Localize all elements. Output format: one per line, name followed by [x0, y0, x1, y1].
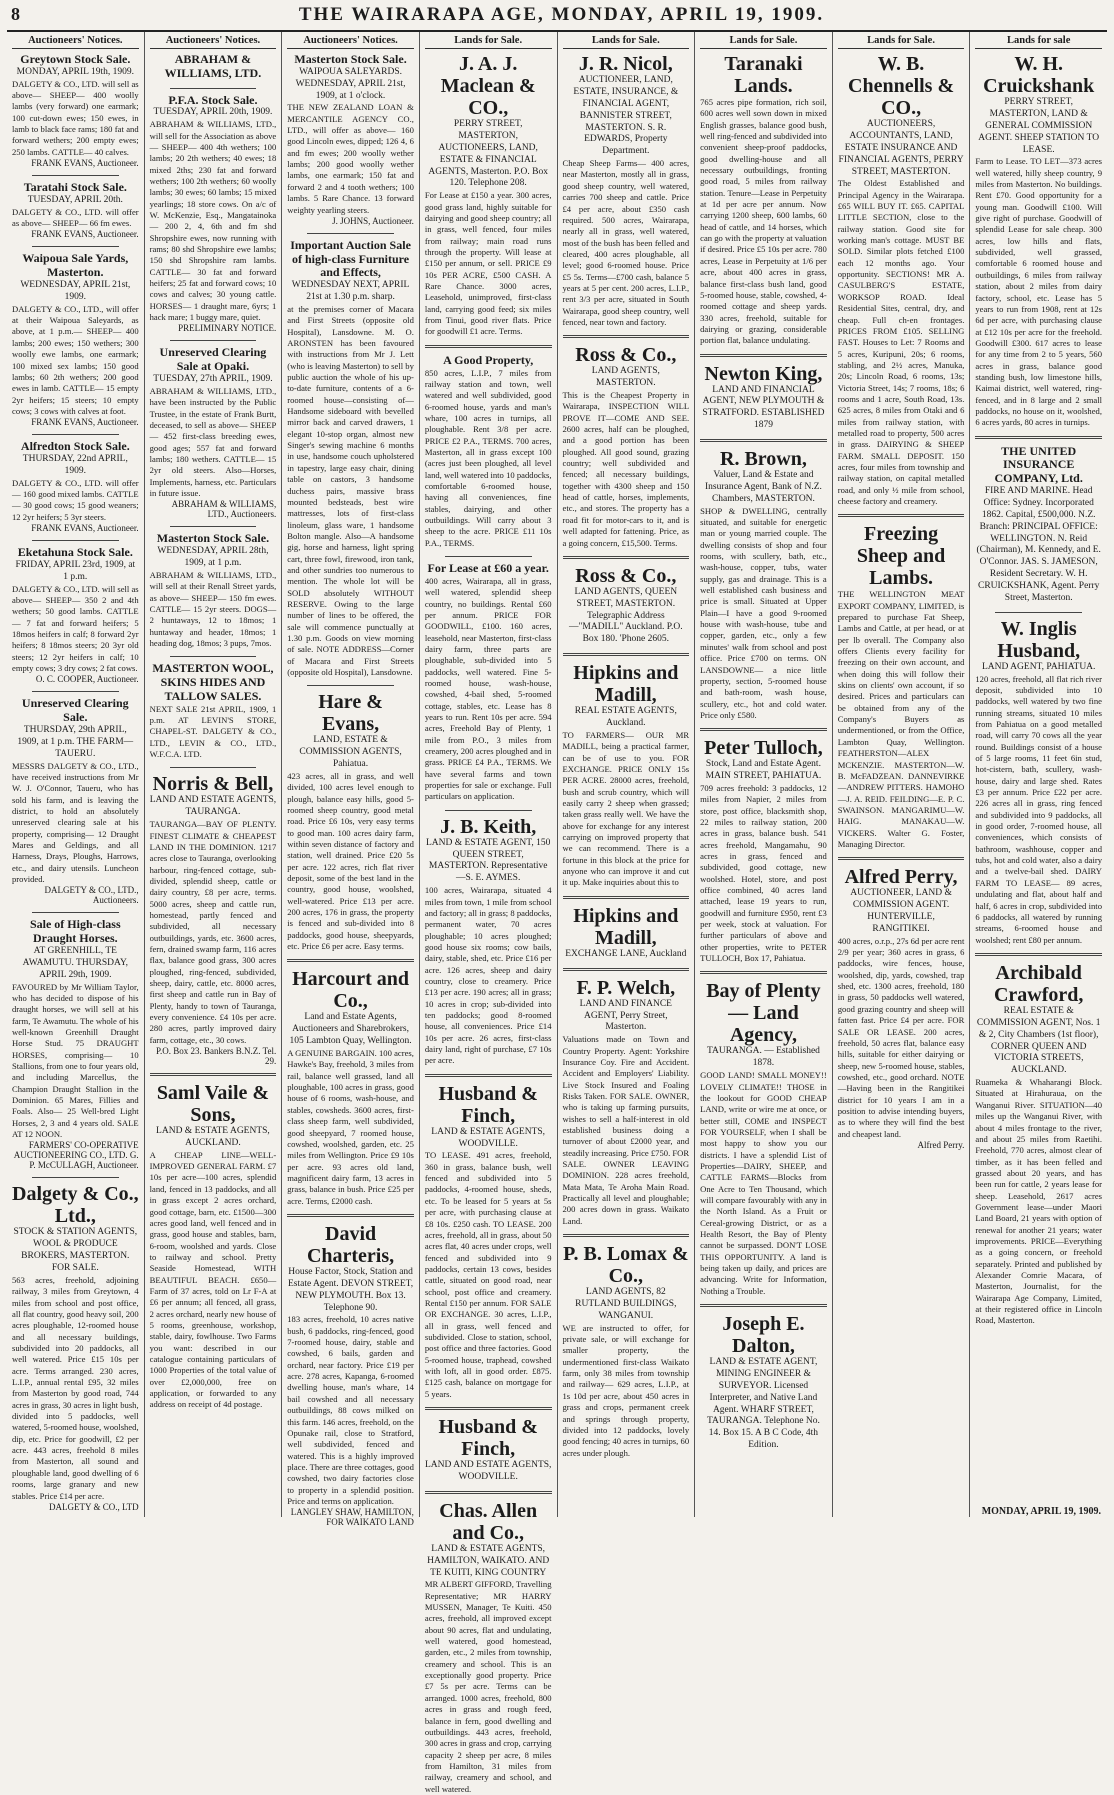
advertisement	[150, 94, 277, 334]
advert-firm-name: P. B. Lomax & Co.,	[563, 1243, 689, 1288]
advert-subheading: EXCHANGE LANE, Auckland	[565, 948, 687, 959]
advert-subheading: LAND AND ESTATE AGENTS, TAURANGA.	[149, 795, 277, 818]
advert-firm-name: W. H. Cruickshank	[983, 53, 1095, 97]
advertisement	[700, 363, 827, 433]
newspaper-title: THE WAIRARAPA AGE, MONDAY, APRIL 19, 1909.	[298, 4, 825, 25]
divider	[307, 233, 394, 234]
advert-body: 563 acres, freehold, adjoining railway, 3 miles from Greytown, 4 miles from school and post office, all flat country, good heavy soil, 200 acres ploughable, 12-roomed house and all necessary buildings, subdivided into 20 paddocks, all well watered. Price £15 10s per acre. Terms arranged. 230 acres, L.I.P., annual rental £95, 32 miles from Masterton by good road, 744 acres in grass, 30 acres in light bush, divided into 5 paddocks, well watered, 5-roomed house, woolshed, dip, etc. Price for goodwill, £2 per acre. 443 acres, freehold 8 miles from Masterton, all sound and ploughable land, good dwelling of 6 rooms, large granary and new stables. Price £14 per acre.	[12, 1274, 139, 1501]
advert-firm-name: Norris & Bell,	[152, 773, 274, 796]
advertisement	[838, 866, 965, 1150]
advert-subheading: Stock, Land and Estate Agent. MAIN STREET, PAHIATUA.	[705, 759, 822, 782]
advert-subheading: LAND & ESTATE AGENTS, AUCKLAND.	[156, 1126, 270, 1148]
advert-subheading: TUESDAY, APRIL 20th.	[27, 194, 123, 205]
advert-firm-name: R. Brown,	[720, 448, 807, 471]
advert-firm-name: Taranaki Lands.	[724, 53, 803, 97]
advert-heading: Waipoua Sale Yards, Masterton.	[22, 251, 129, 280]
advert-heading: Masterton Stock Sale.	[156, 531, 270, 546]
columns-container	[7, 32, 1107, 1794]
advert-body: DALGETY & CO., LTD. will offer— 160 good mixed lambs. CATTLE— 30 good cows; 15 good weaners; 12 2yr heifers; 5 3yr steers.	[12, 477, 139, 522]
column-3	[282, 32, 420, 1528]
advertisement	[700, 448, 827, 721]
column-5	[558, 32, 696, 1517]
advertisement	[700, 737, 827, 964]
advert-subheading: House Factor, Stock, Station and Estate Agent. DEVON STREET, NEW PLYMOUTH. Box 13. Telephone 90.	[287, 1266, 414, 1313]
advert-body: 120 acres, freehold, all flat rich river deposit, subdivided into 10 paddocks, well watered by two fine running streams, situated 10 miles from Pahiatua on a good metalled road, will carry 70 cows all the year round. Buildings consist of a house of 5 large rooms, 11 feet 6in stud, hot-cistern, bath, scullery, wash-house, dairy and large shed. Rates £3 per annum. Price £22 per acre. 226 acres all in grass, ring fenced and subdivided into 9 paddocks, all in good order, 7-roomed house, all conveniences, which consists of bathroom, washhouse, copper and tubs, hot and cold water, also a dairy and a twelve-bail shed. DAIRY FARM TO LEASE— 89 acres, undulating and flat, about half and half, 6 acres in crop, subdivided into 6 paddocks, all watered by running streams, 6-roomed house and woolshed; rent £80 per annum.	[975, 673, 1102, 945]
masthead	[7, 4, 1107, 32]
advert-body: GOOD LAND! SMALL MONEY!! LOVELY CLIMATE!! THOSE in the lookout for GOOD CHEAP LAND, write or wire me at once, or better still, COME and INSPECT FOR YOURSELF, when I shall be most happy to show you our districts. I have a splendid List of Properties—DAIRY, SHEEP, and CATTLE FARMS—Blocks from One Acre to Ten Thousand, which will compare favourably with any in the North Island. As a Fruit or Cereal-growing District, or as a Health Resort, the Bay of Plenty cannot be surpassed. DON'T LOSE THIS OPPORTUNITY. A land is being taken up daily, and prices are advancing. Write for Information, Nothing a Trouble.	[700, 1070, 827, 1296]
advert-firm-name: Saml Vaile & Sons,	[156, 1082, 270, 1127]
advert-body: SHOP & DWELLING, centrally situated, and suitable for energetic man or young married couple. The dwelling consists of shop and four rooms, with scullery, bath, etc., wash-house, copper, tubs, water supply, gas and drainage. This is a well established cash business and price is small. Situated at Upper Plain—I have a good 9-roomed house with wash-house, tube and copper, garden, etc., only a few minutes' walk from school and post office. Price £700 on terms. ON LANSDOWNE— a nice little property, section, 5-roomed house and bath-room, wash house, scullery, etc., hot and cold water. Price only £580.	[700, 505, 827, 720]
advert-firm-name: W. B. Chennells & CO.,	[848, 53, 955, 119]
divider	[563, 968, 690, 971]
advert-heading: Eketahuna Stock Sale.	[17, 545, 133, 560]
advertisement	[425, 562, 552, 803]
advertisement	[563, 905, 690, 961]
advert-body: Farm to Lease. TO LET—373 acres well watered, hilly sheep country, 9 miles from Masterton. No buildings. Rent £70. Good opportunity for a young man. Goodwill £100. Will give right of purchase. Goodwill of splendid Lease for sale cheap. 300 acres, low hills and flats, subdivided, well grassed, comfortable 6 roomed house and outbuildings, 6 miles from railway station, about 2 miles from dairy factory, school, etc. Lease has 5 years to run from 1908, rent at 12s 6d per acre, with purchasing clause at £12 10s per acre for the freehold. Goodwill £300. 617 acres to lease for any time from 2 to 5 years, 560 acres in grass, balance good standing bush, low limestone hills, Kaimai district, well watered, ring-fenced, and in 8 large and 2 small paddocks, no house on it, woolshed, 6 acres yards, 80 acres in turnips.	[975, 156, 1102, 428]
advertisement	[700, 53, 827, 347]
advertisement	[12, 697, 139, 905]
divider	[838, 857, 965, 860]
column-header: Lands for Sale.	[425, 32, 552, 49]
advert-body: ABRAHAM & WILLIAMS, LTD., will sell for the Association as above— SHEEP— 400 4th wethers; 100 lambs; 20 2th wethers; 40 ewes; 18 mixed 2ths; 230 fat and forward wethers; 100 2th wethers; 60 woolly lambs; 30 ewes; 60 lambs; 15 mixed yearlings; 18 store cows. On a/c of W. McKenzie, Esq., Mangatainoka— 200 2, 4, 6th and fm shd Shropshire ewes, now running with rams; 80 shd Shropshire ewe lambs; 150 shd Shropshire ram lambs. CATTLE— 30 fat and forward heifers; 25 fat and forward cows; 10 cows and calves; 30 young cattle. HORSES— 1 draught mare, 6yrs; 1 hack mare; 1 buggy mare, quiet.	[149, 119, 277, 323]
advertisement	[287, 239, 414, 678]
advert-firm-name: Freezing Sheep and Lambs.	[856, 523, 946, 590]
column-header: Lands for Sale.	[563, 32, 690, 49]
advert-signature: ABRAHAM & WILLIAMS, LTD., Auctioneers.	[171, 499, 277, 520]
advert-body: 100 acres, Wairarapa, situated 4 miles from town, 1 mile from school and factory; all in grass; 8 paddocks, permanent water, 70 acres ploughable; 10 acres ploughed; good house six rooms; cow bails, dairy, stable, shed, etc. Price £16 per acre. 126 acres, sheep and dairy country, close to creamery. Price £13 per acre. 190 acres; all in grass; 10 acres in crop; sub-divided into ten paddocks; good 8-roomed house, all conveniences. Price £14 10s per acre. 26 acres, first-class dairy land, right of purchase, £7 10s per acre.	[424, 885, 552, 1066]
advertisement	[563, 977, 690, 1227]
advert-subheading: PERRY STREET, MASTERTON, AUCTIONEERS, LAND, ESTATE & FINANCIAL AGENTS, Masterton. P.O. Box 120. Telephone 208.	[428, 119, 548, 189]
advert-subheading: LAND AGENTS, MASTERTON.	[591, 366, 660, 389]
advert-firm-name: F. P. Welch,	[576, 976, 676, 999]
advert-firm-name: Dalgety & Co., Ltd.,	[12, 1183, 139, 1228]
divider	[32, 691, 119, 692]
advert-subheading: LAND & ESTATE AGENTS, HAMILTON, WAIKATO. AND TE KUITI, KING COUNTRY	[427, 1543, 550, 1578]
page-number: 8	[11, 4, 20, 24]
advert-firm-name: Hare & Evans,	[318, 691, 383, 736]
column-header: Auctioneers' Notices.	[287, 32, 414, 49]
advert-signature: O. C. COOPER, Auctioneer.	[35, 674, 139, 685]
divider	[995, 612, 1082, 613]
advert-signature: FARMERS' CO-OPERATIVE AUCTIONEERING CO., LTD. G. P. McCULLAGH, Auctioneer.	[13, 1140, 139, 1171]
divider	[32, 434, 119, 435]
advert-body: TO FARMERS— OUR MR MADILL, being a practical farmer, can be of use to you. FOR EXCHANGE. PRICE ONLY 15s PER ACRE. 28000 acres, freehold, bush and scrub country, which will easily carry 2 sheep when grassed; taken grass really well. We have the above for exchange for any interest carrying on improved property that we can recommend. There is a fortune in this block at the price for anyone who can improve it and cut it up. Make inquiries about this to	[562, 729, 690, 888]
divider	[150, 1073, 277, 1076]
advertisement	[150, 532, 277, 649]
advertisement	[563, 344, 690, 549]
divider	[32, 175, 119, 176]
advert-body: Ruameka & Whaharangi Block. Situated at Hirahuraua, on the Wanganui River. SITUATION—40 miles up the Wanganui River, with about 4 miles frontage to the river, and about 25 miles from Raetihi. Freehold, 770 acres, almost clear of timber, as it has been felled and grassed about 20 years, and has been run for cattle, 2 years lease for sheep. Leasehold, 2617 acres Government lease—under Maori Land Board, 21 years with option of renewal for another 21 years; water improvements. PRICE—Everything as a going concern, or freehold separately. Printed and published by Alexander Comrie Macara, of Masterton, Journalist, for the Wairarapa Age Company, Limited, at their registered office in Lincoln Road, Masterton.	[975, 1077, 1102, 1326]
divider	[563, 335, 690, 338]
divider	[170, 656, 257, 657]
advert-subheading: LAND AGENTS, QUEEN STREET, MASTERTON. Telegraphic Address—"MADILL" Auckland. P.O. Box 180. 'Phone 2605.	[569, 586, 683, 645]
advert-subheading: WEDNESDAY NEXT, APRIL 21st at 1.30 p.m. sharp.	[291, 280, 410, 303]
advert-firm-name: Bay of Plenty — Land Agency,	[706, 980, 821, 1047]
advert-body: 765 acres pipe formation, rich soil, 600 acres well sown down in mixed English grasses, balance good bush, well ring-fenced and subdivided into convenient sheep-proof paddocks, good dwelling-house and all necessary outbuildings, fronting good road, 5 miles from railway station. Tenure—Lease in Perpetuity at 1d per acre per annum. Now carrying 1200 sheep, 600 lambs, 60 head of cattle, and 14 horses, which can go with the property at valuation if desired. Price £5 10s per acre. 780 acres, Lease in Perpetuity at 1/6 per acre, about 400 acres in grass, balance first-class bush land, good 5-roomed house, stable, cowshed, 4-roomed cottage and sheep yards. 330 acres, freehold, suitable for dairying or grazing, considerable portion flat, balance undulating.	[700, 97, 827, 346]
advert-signature: FRANK EVANS, Auctioneer.	[31, 417, 139, 428]
divider	[838, 514, 965, 517]
divider	[170, 340, 257, 341]
advert-subheading: FRIDAY, APRIL 23rd, 1909, at 1 p.m.	[15, 559, 136, 582]
advertisement	[563, 662, 690, 889]
advert-subheading: LAND, ESTATE & COMMISSION AGENTS, Pahiatua.	[299, 735, 402, 770]
advert-subheading: LAND AND ESTATE AGENTS, WOODVILLE.	[424, 1460, 552, 1482]
advert-firm-name: Chas. Allen and Co.,	[439, 1499, 538, 1544]
advert-firm-name: Harcourt and Co.,	[292, 968, 409, 1013]
advert-body: DALGETY & CO., LTD. will sell as above— SHEEP— 350 2 and 4th wethers; 50 good lambs. CATTLE— 7 fat and forward heifers; 5 18mos heifers in calf; 8 forward 2yr heifers; 8 18mos steers; 20 3yr old steers; 12 2yr heifers in calf; 10 empty cows; 3 dry cows; 2 fat cows.	[12, 583, 139, 674]
column-header: Lands for Sale.	[700, 32, 827, 49]
advert-body: This is the Cheapest Property in Wairarapa, INSPECTION WILL PROVE IT—COME AND SEE. 2600 acres, half can be ploughed, and a good portion has been ploughed. All good sound, grazing country; well subdivided and fenced; all necessary buildings, together with 4300 sheep and 150 head of cattle, horses, implements, etc., and stores. The property has a road fit for motor-cars to it, and is well adapted for fattening. Price, as a going concern, £15,500. Terms.	[562, 390, 690, 548]
advert-body: A CHEAP LINE—WELL-IMPROVED GENERAL FARM. £7 10s per acre—100 acres, splendid land, fenced in 13 paddocks, and all in grass except 2 acres orchard, good cottage, barn, etc. £1500—300 acres good land, well fenced and in grass, good house and stables, barn, 6-room, woolshed and yards. Close to railway and school. Pretty Seaside Homestead, WITH BEAUTIFUL BEACH. £650—Farm of 37 acres, told on Lr F-A at £6 per annum; all fenced, all grass, 2 acres orchard, nearly new house of 5 rooms, greenhouse, workshop, stable, dairy, fowlhouse. Two Farms you want: described in our catalogue containing particulars of 1000 Properties of the total value of over £2,000,000, free on application, or forwarded to any address on receipt of 4d postage.	[149, 1149, 277, 1410]
advert-body: THE NEW ZEALAND LOAN & MERCANTILE AGENCY CO., LTD., will offer as above— 160 good Lincoln ewes, dipped; 126 4, 6 and fm ewes; 200 woolly wether lambs; 200 good woolly wether lambs, one earmark; 150 fat and forward 2 and 4 tooth wethers; 100 lambs. 5 Rare Chance. 13 forward weighty yearling steers.	[287, 102, 414, 215]
advert-heading: Alfredton Stock Sale.	[20, 439, 130, 454]
advert-body: DALGETY & CO., LTD. will sell as above— SHEEP— 400 woolly lambs (very forward) one earmark; 100 cut-down ewes; 150 ewes, in lamb to black face rams; 180 fat and forward wethers; 200 empty ewes; 250 lambs. CATTLE— 40 calves.	[12, 78, 139, 157]
advert-body: TO LEASE. 491 acres, freehold, 360 in grass, balance bush, well fenced and subdivided into 5 paddocks, 4-roomed house, sheds, etc. To be leased for 5 years at 5s per acre, with purchasing clause at £8 10s. £250 cash. TO LEASE. 200 acres, freehold, all in grass, about 50 acres flat, 40 acres under crops, well fenced and subdivided into 9 paddocks, certain 13 cows, besides cattle, situated on good road, near school, post office and creamery. Rental £150 per annum. FOR SALE OR EXCHANGE. 30 acres, L.I.P., all in grass, well fenced and subdivided. Close to station, school, post office and three factories. Good 5-roomed house, traphead, cowshed with loft, all in good order. £875. £125 cash, balance on mortgage for 5 years.	[424, 1150, 552, 1399]
advert-firm-name: Peter Tulloch,	[704, 737, 823, 760]
advertisement	[12, 53, 139, 168]
advert-subheading: PERRY STREET, MASTERTON, LAND & GENERAL COMMISSION AGENT. SHEEP STATION TO LEASE.	[978, 97, 1100, 155]
advert-body: 183 acres, freehold, 10 acres native bush, 6 paddocks, ring-fenced, good 7-roomed house, dairy, stable and cowshed, 6 bails, garden and orchard, near factory. Price £19 per acre. 278 acres, Kapanga, 6-roomed dwelling house, man's whare, 14 bail cowshed and all necessary outbuildings, 88 cows milked on this farm. 146 acres, freehold, on the Opunake rail, close to Stratford, well subdivided, fenced and watered. This is a highly improved place. There are three cottages, good cowshed, two dairy factories close to property in a splendid position. Price and terms on application.	[287, 1314, 414, 1506]
advert-body: FAVOURED by Mr William Taylor, who has decided to dispose of his draught horses, we will sell at his farm, Te Awamutu. The whole of his well-known Greenhill Draught Horse Stud. 75 DRAUGHT HORSES, comprising— 10 Stallions, from one to four years old, and including Marcellus, the Champion Draught Stallion in the Dominion. 65 Mares, Fillies and Foals. Also— 25 Well-bred Light Horses, 2, 3 and 4 years old. SALE AT 12 NOON.	[12, 981, 139, 1140]
advert-firm-name: Ross & Co.,	[575, 564, 677, 587]
advert-subheading: LAND & ESTATE AGENT, 150 QUEEN STREET, MASTERTON. Representative—S. E. AYMES.	[425, 837, 551, 884]
advert-body: WE are instructed to offer, for private sale, or will exchange for smaller property, the undermentioned first-class Waikato farm, only 38 miles from township and railway— 629 acres, L.I.P., at 1s 10d per acre, about 450 acres in grass and crops, permanent creek and springs through property, divided into 12 paddocks, lovely good fencing; 40 acres in turnips, 60 acres under plough.	[562, 1322, 690, 1458]
advert-body: Valuations made on Town and Country Property. Agent: Yorkshire Insurance Coy. Fire and Accident. Accident and Employers' Liability. Live Stock Insured and Foaling Risks Taken. FOR SALE. OWNER, who is taking up farming pursuits, wishes to sell a half-interest in old established business doing a turnover of about £2000 year, and steadily increasing. Price £750. FOR SALE. OWNER LEAVING DOMINION. 228 acres freehold, Mata Mata, Te Aroha Main Road. Practically all level and ploughable; 200 acres down in grass. Waikato Land.	[562, 1034, 690, 1226]
advertisement	[425, 1083, 552, 1400]
divider	[425, 1491, 552, 1494]
advert-subheading: WAIPOUA SALEYARDS. WEDNESDAY, APRIL 21st, 1909, at 1 o'clock.	[295, 66, 406, 101]
advert-heading: Taratahi Stock Sale.	[23, 180, 127, 195]
advertisement	[12, 181, 139, 239]
advert-heading: P.F.A. Stock Sale.	[168, 92, 258, 107]
advert-firm-name: Husband & Finch,	[438, 1082, 538, 1127]
advert-body: 709 acres freehold: 3 paddocks, 12 miles from Napier, 2 miles from store, post office, blacksmith shop, 22 miles to railway station, 200 acres in grass, balance bush. 541 acres freehold, Mangamahu, 90 acres in grass, fenced and subdivided, good cottage, new woolshed. Hotel, store, and post office combined, 40 acres land attached, lease 19 years to run, goodwill and furniture £950, rent £3 per week, stock at valuation. For further particulars of above and other properties, write to PETER TULLOCH, Box 17, Pahiatua.	[700, 782, 827, 964]
advert-signature: LANGLEY SHAW, HAMILTON, FOR WAIKATO LAND	[290, 1507, 414, 1528]
advert-heading: Unreserved Clearing Sale.	[21, 696, 129, 725]
advertisement	[287, 53, 414, 226]
advert-body: at the premises corner of Macara and First Streets (opposite old Hospital), Lansdowne. M. O. ARONSTEN has been favoured with instructions from Mr J. Lett (who is leaving Masterton) to sell by public auction the whole of his up-to-date furniture, contents of a 6-roomed house—consisting of— Handsome sideboard with bevelled mirror back and carved drawers, 1 elegant 10-stop organ, almost new Singer's sewing machine 6 months in use, handsome couch upholstered in tapestry, large easy chair, dining table on castors, 3 handsome duchess pairs, massive brass mounted bedsteads, best wire mattresses, lots of first-class linoleum, glass ware, 1 handsome Bolton mangle. Also—A handsome gig, horse and harness, light spring cart, three fowl, firewood, iron tank, and other sundries too numerous to mention. The whole lot will be SOLD absolutely WITHOUT RESERVE. Owing to the large number of lines to be offered, the sale will commence punctually at 1.30 p.m. Goods on view morning of sale. NOTE ADDRESS—Corner of Macara and First Streets (opposite old Hospital), Lansdowne.	[287, 304, 414, 677]
advertisement	[425, 1416, 552, 1484]
advert-subheading: TUESDAY, 27th APRIL, 1909.	[153, 374, 273, 385]
column-2	[145, 32, 283, 1517]
advert-body: MR ALBERT GIFFORD, Travelling Representative; MR HARRY MUSSEN, Manager, Te Kuiti. 450 acres, freehold, all improved except about 90 acres, flat and undulating, well watered, good homestead, garden, etc., 2 miles from township, creamery and school. This is an exceptionally good property. Price £7 5s per acre. Terms can be arranged. 1000 acres, freehold, 800 acres in grass and rough feed, balance in fern, good dwelling and outbuildings. 443 acres, freehold, 300 acres in grass and crop, carrying capacity 2 sheep per acre, 8 miles from Hamilton, 31 miles from railway, creamery and school, and well watered.	[424, 1579, 552, 1794]
advert-subheading: REAL ESTATE & COMMISSION AGENT, Nos. 1 & 2, City Chambers (1st floor), CORNER QUEEN AND VICTORIA STREETS, AUCKLAND.	[976, 1005, 1101, 1076]
advert-body: MESSRS DALGETY & CO., LTD., have received instructions from Mr W. J. O'Connor, Taueru, who has sold his farm, and is leaving the district, to hold an absolutely unreserved clearing sale at his property, comprising— 12 Draught Mares and Geldings, and all Harness, Drays, Ploughs, Harrows, etc., and dairy utensils. Luncheon provided.	[12, 760, 139, 885]
advert-subheading: THURSDAY, 22nd APRIL, 1909.	[22, 454, 128, 476]
advertisement	[150, 1082, 277, 1411]
advert-body: NEXT SALE 21st APRIL, 1909, 1 p.m. AT LEVIN'S STORE, CHAPEL-ST. DALGETY & CO., LTD., LEVIN & CO., LTD., W.F.C.A. LTD.	[149, 703, 277, 760]
divider	[170, 526, 257, 527]
advertisement	[975, 53, 1102, 429]
advert-heading: A Good Property,	[443, 352, 534, 367]
divider	[700, 354, 827, 357]
advert-body: DALGETY & CO., LTD. will offer as above— SHEEP— 66 fm ewes.	[12, 206, 139, 229]
column-4	[420, 32, 558, 1794]
advertisement	[287, 968, 414, 1206]
divider	[700, 1304, 827, 1307]
advert-firm-name: J. R. Nicol,	[578, 53, 673, 75]
advert-body: 423 acres, all in grass, and well divided, 100 acres level enough to plough, balance easy hills, good 5-roomed sheep country, good metal road. Price £6 10s, very easy terms to good man. 100 acres dairy farm, within seven distance of factory and station, well drained. Price £20 5s per acre. 122 acres, rich flat river deposit, some of the best land in the country, good house, woolshed, well-watered. Price £13 per acre. 200 acres, 176 in grass, the property is fenced and sub-divided into 8 paddocks, good house, sheepyards, etc. Price £6 per acre. Easy terms.	[287, 770, 414, 952]
advert-subheading: STOCK & STATION AGENTS, WOOL & PRODUCE BROKERS, MASTERTON. FOR SALE.	[13, 1227, 138, 1274]
advertisement	[12, 252, 139, 427]
advert-subheading: AUCTIONEER, LAND & COMMISSION AGENT. HUNTERVILLE, RANGITIKEI.	[850, 888, 952, 934]
advert-firm-name: Husband & Finch,	[438, 1416, 538, 1460]
advertisement	[838, 53, 965, 507]
advertisement	[700, 1313, 827, 1452]
advert-body: THE WELLINGTON MEAT EXPORT COMPANY, LIMITED, is prepared to purchase Fat Sheep, Lambs and Cattle, at per head, or at per lb overall. The Company also offers Clients every facility for freezing on their own account, and when doing this will follow their skins on clients' own account, if so desired. Prices and particulars can be obtained from any of the Company's Buyers as undermentioned, or from the Office, Lambton Quay, Wellington. FEATHERSTON—ALEX MCKENZIE. MASTERTON—W. B. McFADZEAN. DANNEVIRKE—ANDREW PITTERS. HAMOHO—J. A. REID. FEILDING—E. P. C. SWAINSON. MANGARIMU—W. HAIG. MANAKAU—W. VICKERS. Walter G. Foster, Managing Director.	[837, 589, 965, 849]
column-header: Auctioneers' Notices.	[12, 32, 139, 49]
advert-firm-name: J. A. J. Maclean & CO.,	[440, 53, 536, 119]
advert-signature: FRANK EVANS, Auctioneer.	[31, 158, 139, 169]
advert-subheading: LAND AGENT, PAHIATUA.	[981, 661, 1096, 672]
advertisement	[563, 53, 690, 328]
divider	[563, 896, 690, 899]
advert-heading: Greytown Stock Sale.	[20, 52, 131, 66]
advert-subheading: THURSDAY, 29th APRIL, 1909, at 1 p.m. THE FARM—TAUERU.	[17, 725, 134, 759]
advert-body: DALGETY & CO., LTD., will offer at their Waipoua Saleyards, as above, at 1 p.m.— SHEEP— 400 lambs; 200 ewes; 150 wethers; 300 woolly ewe lambs, one earmark; 100 mixed sex lambs; 150 good lambs; 60 2th wethers; 200 good ewes in lamb. CATTLE— 15 empty 2yr heifers; 15 steers; 10 empty cows; 3 cows with calves at foot.	[12, 303, 139, 416]
advert-subheading: LAND & ESTATE AGENT, MINING ENGINEER & SURVEYOR. Licensed Interpreter, and Native Land Agent. WHARF STREET, TAURANGA. Telephone No. 14. Box 15. A B C Code, 4th Edition.	[706, 1357, 820, 1451]
advertisement	[425, 816, 552, 1067]
divider	[307, 685, 394, 686]
advert-subheading: AUCTIONEER, LAND, ESTATE, INSURANCE, & FINANCIAL AGENT, BANNISTER STREET, MASTERTON. S. R. EDWARDS, Property Department.	[573, 75, 679, 157]
advertisement	[150, 346, 277, 519]
advertisement	[12, 546, 139, 684]
advert-heading: ABRAHAM & WILLIAMS, LTD.	[164, 52, 262, 80]
advertisement	[425, 354, 552, 549]
advert-firm-name: Joseph E. Dalton,	[722, 1313, 805, 1358]
advertisement	[12, 918, 139, 1170]
advert-body: The Oldest Established and Principal Agency in the Wairarapa. £65 WILL BUY IT. £65. CAPITAL LITTLE SECTION, close to the railway station. Good site for working man's cottage. MUST BE SOLD. Similar plots fetched £100 each 12 months ago. Your opportunity. SECTIONS! MR A. CASULBERG'S ESTATE, WORKSOP ROAD. Ideal Residential Sites, central, dry, and cheap. Full ch-en frontages. PRICES FROM £105. SELLING FAST. Houses to Let: 7 Rooms and 5 acres, Kuripuni, 20s; 6 rooms, stabling, and 2½ acres, Manuka, 20s; Lincoln Road, 6 rooms, 13s; Victoria Street, 14s; 7 rooms, 18s; 6 rooms and 1 acre, South Road, 13s. 625 acres, 8 miles from Otaki and 6 miles from railway station, with metalled road to property, 500 acres in grass. DAIRYING & SHEEP FARM. SMALL DEPOSIT. 150 acres, four miles from township and railway station, on capital metalled road, and only ½ mile from school, cheese factory and creamery.	[837, 178, 965, 506]
advert-subheading: Valuer, Land & Estate and Insurance Agent, Bank of N.Z. Chambers, MASTERTON.	[705, 470, 822, 504]
advert-body: Cheap Sheep Farms— 400 acres, near Masterton, mostly all in grass, good sheep country, well watered, carries 700 sheep and cattle. Price £4 per acre, about £350 cash required. 500 acres, Wairarapa, nearly all in grass, well watered, most of the bush has been felled and cleared, 400 acres ploughable, all level; good 6-roomed house. Price £5 5s. Terms—£700 cash, balance 5 years at 5 per cent. 200 acres, L.I.P., rent 3/3 per acre, situated in South Wairarapa, good sheep country, well fenced, near town and factory.	[562, 158, 690, 327]
divider	[425, 345, 552, 348]
advert-heading: For Lease at £60 a year.	[427, 561, 549, 576]
advertisement	[150, 773, 277, 1066]
advertisement	[150, 53, 277, 81]
advertisement	[975, 445, 1102, 605]
advert-body: ABRAHAM & WILLIAMS, LTD., have been instructed by the Public Trustee, in the estate of Frank Burtt, deceased, to sell as above— SHEEP— 452 first-class breeding ewes, good ages; 557 fat and forward lambs; 180 wethers. CATTLE— 15 2yr old steers. Also—Horses, Implements, harness, etc. Particulars in future issue.	[149, 385, 277, 499]
advert-subheading: TAURANGA. — Established 1878.	[706, 1046, 820, 1069]
advert-firm-name: W. Inglis Husband,	[997, 617, 1081, 662]
column-7	[833, 32, 971, 1517]
advertisement	[563, 1243, 690, 1459]
advert-heading: Masterton Stock Sale.	[294, 52, 407, 66]
divider	[170, 88, 257, 89]
advert-subheading: MONDAY, APRIL 19th, 1909.	[16, 66, 134, 77]
advert-heading: Sale of High-class Draught Horses.	[29, 917, 121, 946]
divider	[32, 912, 119, 913]
advert-subheading: LAND & ESTATE AGENTS, WOODVILLE.	[431, 1126, 546, 1149]
advert-firm-name: Archibald Crawford,	[993, 961, 1084, 1006]
advert-firm-name: Newton King,	[704, 362, 823, 385]
advertisement	[975, 962, 1102, 1327]
divider	[32, 540, 119, 541]
column-header: Lands for Sale.	[838, 32, 965, 49]
advert-firm-name: Hipkins and Madill,	[573, 662, 679, 707]
advert-body: TAURANGA—BAY OF PLENTY. FINEST CLIMATE & CHEAPEST LAND IN THE DOMINION. 1217 acres close to Tauranga, overlooking harbour, ring-fenced cottage, sub-divided, splendid sheep, cattle or dairy country, £8 per acre, terms. 5000 acres, sheep and cattle run, homestead, partly fenced and subdivided, all necessary outbuildings, yards, etc. 3600 acres, fern, drained swamp farm, 116 acres flax, balance good grass, 300 acres ploughed, ring-fenced, subdivided, sheep, dairy, cattle, etc. 8000 acres, first sheep and cattle run in Bay of Plenty, handy to town of Tauranga, every convenience. £4 10s per acre. 280 acres, partly improved dairy farm, cottage, etc., 30 cows.	[149, 819, 277, 1045]
column-6	[695, 32, 833, 1517]
advert-subheading: REAL ESTATE AGENTS, Auckland.	[574, 706, 677, 729]
advert-subheading: AUCTIONEERS, ACCOUNTANTS, LAND, ESTATE INSURANCE AND FINANCIAL AGENTS, PERRY STREET, MASTERTON.	[838, 119, 964, 177]
divider	[563, 1234, 690, 1237]
advertisement	[700, 980, 827, 1297]
advert-firm-name: Hipkins and Madill,	[573, 904, 679, 949]
advert-body: 400 acres, o.r.p., 27s 6d per acre rent 2/9 per year; 360 acres in grass, 6 paddocks, wire fences, house, woolshed, dip, yards, cowshed, trap shed, etc. 1300 acres, freehold, 180 in grass, 50 paddocks well watered, good grazing country and sheep will fatten fast. Price £4 per acre. FOR SALE OR LEASE. 200 acres, freehold, 50 acres flat, balance easy hills, suitable for either dairying or sheep, new 5-roomed house, stables, cowshed, etc., good orchard. NOTE—Having been in the Rangitikei district for 10 years I am in a position to advise intending buyers, as to where they will find the best and cheapest land.	[837, 935, 965, 1139]
advert-heading: MASTERTON WOOL, SKINS HIDES AND TALLOW SALES.	[152, 661, 274, 703]
advert-body: For Lease at £150 a year. 300 acres, good grass land, highly suitable for dairying and good sheep country; all in grass, well fenced, four miles from railway; main road runs through the property. Will lease at £150 per annum, or sell. PRICE £9 10s PER ACRE, £500 CASH. A Rare Chance. 3000 acres, Leasehold, unimproved, first-class land, carrying good feed; six miles from Tinui, good river flats. Price for goodwill £1 acre. Terms.	[424, 190, 552, 337]
advertisement	[425, 53, 552, 338]
advert-signature: PRELIMINARY NOTICE.	[178, 323, 277, 334]
divider	[425, 1074, 552, 1077]
advert-subheading: WEDNESDAY, APRIL 21st, 1909.	[20, 280, 131, 302]
advert-subheading: LAND AGENTS, 82 RUTLAND BUILDINGS, WANGANUI.	[575, 1287, 677, 1321]
advert-body: ABRAHAM & WILLIAMS, LTD., will sell at their Renall Street yards, as above— SHEEP— 150 fm ewes. CATTLE— 15 2yr steers. DOGS— 2 huntaways, 12 to 18mos; 1 huntaway and header, 18mos; 1 heading dog, 18mos; 3 pups, 7mos.	[149, 569, 277, 648]
advertisement	[425, 1500, 552, 1795]
advertisement	[150, 662, 277, 760]
advertisement	[287, 1223, 414, 1527]
divider	[700, 439, 827, 442]
advert-signature: DALGETY & CO., LTD., Auctioneers.	[44, 885, 139, 906]
advert-subheading: WEDNESDAY, APRIL 28th, 1909, at 1 p.m.	[157, 546, 269, 569]
advertisement	[12, 440, 139, 533]
advertisement	[838, 523, 965, 850]
advert-firm-name: David Charteris,	[306, 1222, 395, 1267]
column-header: Auctioneers' Notices.	[150, 32, 277, 49]
divider	[975, 436, 1102, 439]
divider	[700, 728, 827, 731]
divider	[170, 767, 257, 768]
footer-dateline: MONDAY, APRIL 19, 1909.	[981, 1506, 1101, 1517]
advertisement	[287, 691, 414, 952]
divider	[425, 1407, 552, 1410]
advert-signature: DALGETY & CO., LTD	[49, 1501, 139, 1512]
divider	[700, 971, 827, 974]
divider	[287, 1214, 414, 1217]
advert-heading: Unreserved Clearing Sale at Opaki.	[159, 345, 267, 374]
advert-firm-name: J. B. Keith,	[440, 815, 537, 838]
divider	[32, 246, 119, 247]
advert-signature: FRANK EVANS, Auctioneer.	[31, 229, 139, 240]
advert-subheading: AT GREENHILL, TE AWAMUTU. THURSDAY, APRIL 29th, 1909.	[22, 946, 129, 980]
advert-subheading: TUESDAY, APRIL 20th, 1909.	[153, 107, 273, 118]
column-8	[970, 32, 1107, 1517]
divider	[287, 959, 414, 962]
divider	[975, 953, 1102, 956]
advert-signature: Alfred Perry.	[917, 1139, 965, 1150]
advert-heading: Important Auction Sale of high-class Furniture and Effects,	[290, 237, 411, 280]
advert-subheading: Land and Estate Agents, Auctioneers and Sharebrokers, 105 Lambton Quay, Wellington.	[289, 1012, 412, 1047]
advertisement	[563, 565, 690, 646]
divider	[563, 653, 690, 656]
advert-subheading: FIRE AND MARINE. Head Office: Sydney. Incorporated 1862. Capital, £500,000. N.Z. Branch: PRINCIPAL OFFICE: WELLINGTON. N. Reid (Chairman), M. Kennedy, and E. O'Connor. JAS. S. JAMESON, Resident Secretary. W. H. CRUICKSHANK, Agent. Perry Street, Masterton.	[976, 486, 1101, 603]
advertisement	[975, 618, 1102, 946]
advert-heading: THE UNITED INSURANCE COMPANY, Ltd.	[994, 443, 1083, 486]
newspaper-page	[7, 4, 1107, 1794]
divider	[32, 1177, 119, 1178]
advert-signature: J. JOHNS, Auctioneer.	[332, 215, 414, 226]
divider	[445, 556, 532, 557]
advert-body: 400 acres, Wairarapa, all in grass, well watered, splendid sheep country, no buildings. Rental £60 per annum. PRICE FOR GOODWILL, £100. 160 acres, leasehold, near Masterton, first-class dairy farm, three parts are ploughable, sub-divided into 5 paddocks, well watered. Fine 5-roomed house, wash-house, cowshed, 4-bail shed, 5-roomed cottage, stables, etc. Lease has 8 years to run. Rent 10s per acre. 594 acres, Freehold Bay of Plenty, 1 mile from P.O., 3 miles from creamery, 200 acres ploughed and in grass. PRICE £4 P.A., TERMS. We have several farms and town properties for sale or exchange. Full particulars on application.	[424, 575, 552, 802]
divider	[563, 556, 690, 559]
advert-subheading: LAND AND FINANCIAL AGENT, NEW PLYMOUTH & STRATFORD. ESTABLISHED 1879	[702, 384, 825, 431]
advert-firm-name: Alfred Perry,	[844, 866, 958, 889]
advertisement	[12, 1183, 139, 1511]
divider	[445, 810, 532, 811]
column-1	[7, 32, 145, 1517]
advert-firm-name: Ross & Co.,	[575, 344, 677, 367]
column-header: Lands for sale	[975, 32, 1102, 49]
advert-body: 850 acres, L.I.P., 7 miles from railway station and town, well watered and well subdivided, good 6-roomed house, yards and man's whare, 100 acres in turnips, all ploughable. Rent 3/8 per acre. PRICE £2 P.A., TERMS. 700 acres, Masterton, all in grass except 100 (acres just been ploughed, all level land, well watered into 10 paddocks, comfortable 6-roomed house, having all conveniences, fine stables, dairying, and other outbuildings. Will carry about 3 sheep to the acre. PRICE £11 10s P.A., TERMS.	[424, 367, 552, 548]
advert-signature: P.O. Box 23. Bankers B.N.Z. Tel. 29.	[156, 1046, 277, 1067]
advert-subheading: LAND AND FINANCE AGENT, Perry Street, Masterton.	[579, 998, 672, 1033]
advert-body: A GENUINE BARGAIN. 100 acres, Hawke's Bay, freehold, 3 miles from rail, balance well grassed, land all ploughable, 100 acres in grass, good house of 6 rooms, wash-house, and stables, cowsheds. 3600 acres, first-class sheep farm, well subdivided, good sheepyard, 7 roomed house, cowshed, woolshed, garden, etc. 25 miles from Wellington. Price £9 10s per acre. 93 acres old land, magnificent dairy farm, 13 acres in grass, balance in bush. Price £25 per acre. Terms, £2000 cash.	[287, 1048, 414, 1206]
advert-signature: FRANK EVANS, Auctioneer.	[31, 523, 139, 534]
